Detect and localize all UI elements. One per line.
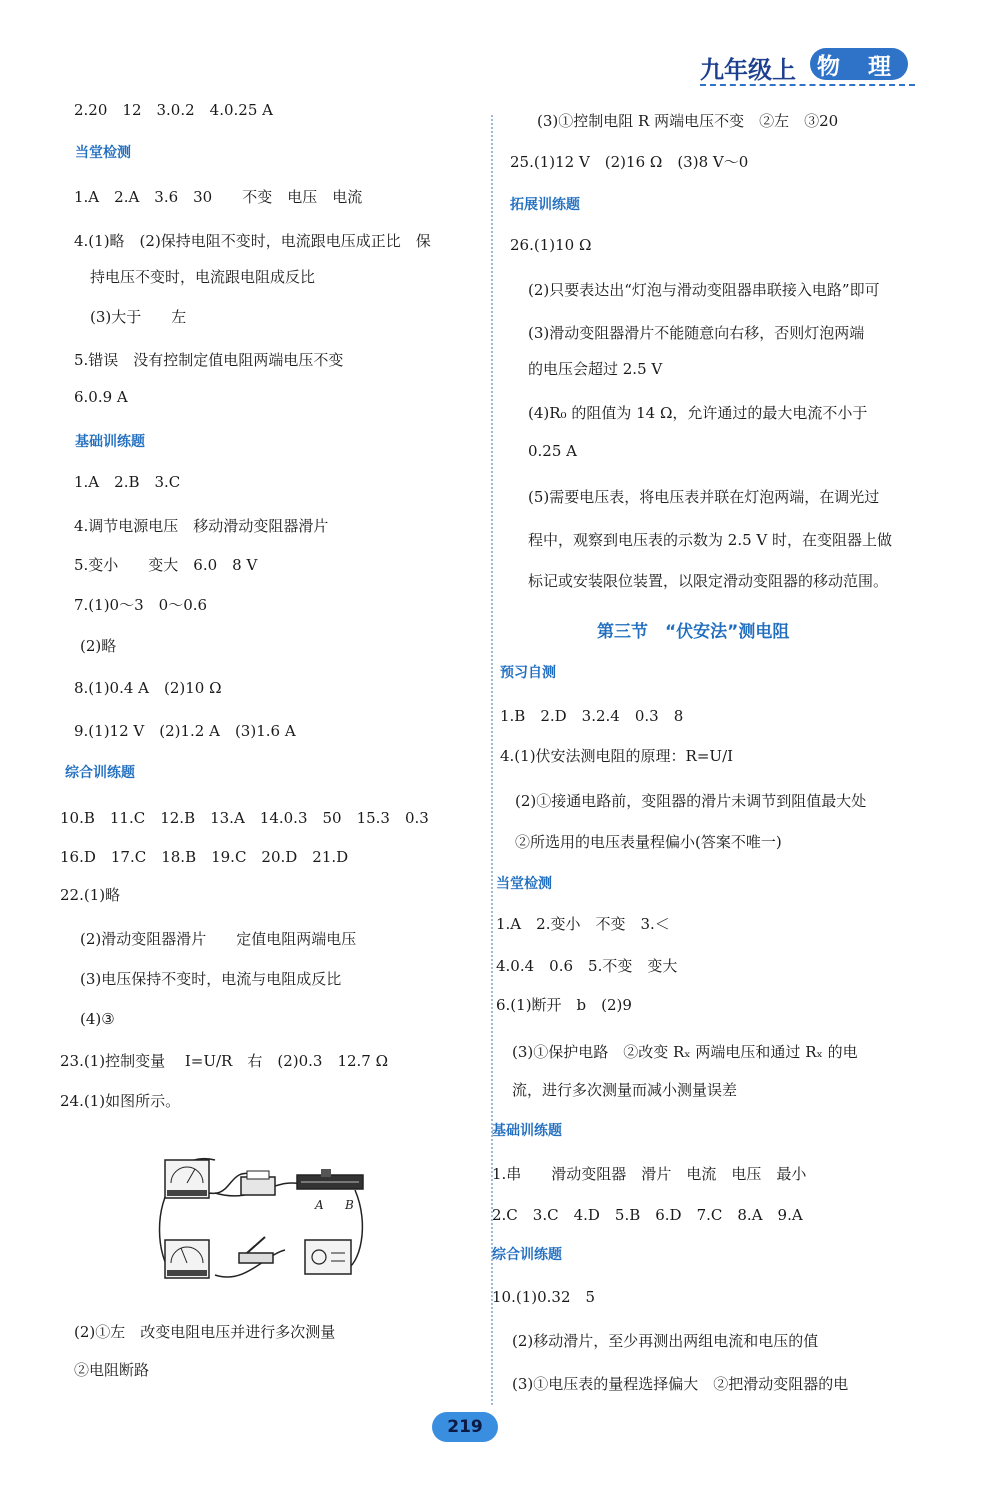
answer-line: (2)滑动变阻器滑片 定值电阻两端电压 [80,930,357,948]
answer-line: 持电压不变时，电流跟电阻成反比 [90,268,316,286]
answer-line: 1.A 2.A 3.6 30 不变 电压 电流 [74,188,363,206]
section-heading: 综合训练题 [65,765,135,781]
answer-line: 9.(1)12 V (2)1.2 A (3)1.6 A [74,722,296,740]
chapter-title: 第三节 “伏安法”测电阻 [597,622,790,642]
answer-line: (2)移动滑片，至少再测出两组电流和电压的值 [512,1332,819,1350]
rheostat-label-b: B [345,1198,354,1212]
answer-line: 4.调节电源电压 移动滑动变阻器滑片 [74,517,329,535]
section-heading: 当堂检测 [75,145,131,161]
answer-line: 25.(1)12 V (2)16 Ω (3)8 V～0 [510,153,749,171]
subject-badge: 物 理 [810,48,908,80]
header-rule [700,84,915,86]
resistor [241,1177,275,1195]
answer-line: 1.A 2.B 3.C [74,473,181,491]
section-heading: 综合训练题 [492,1247,562,1263]
answer-line: (3)大于 左 [90,308,187,326]
switch [239,1253,273,1263]
answer-line: 0.25 A [528,442,577,460]
section-heading: 预习自测 [500,665,556,681]
answer-line: 1.B 2.D 3.2.4 0.3 8 [500,707,684,725]
page-number: 219 [432,1412,498,1442]
answer-line: (4)③ [80,1010,115,1028]
answer-line: 6.(1)断开 b (2)9 [496,996,632,1014]
circuit-figure [155,1145,365,1295]
answer-line: 1.A 2.变小 不变 3.＜ [496,915,670,933]
answer-line: 1.串 滑动变阻器 滑片 电流 电压 最小 [492,1165,807,1183]
section-heading: 基础训练题 [75,434,145,450]
answer-line: 标记或安装限位装置，以限定滑动变阻器的移动范围。 [528,572,889,590]
answer-line: 8.(1)0.4 A (2)10 Ω [74,679,222,697]
answer-line: ②电阻断路 [74,1361,150,1379]
answer-line: 2.C 3.C 4.D 5.B 6.D 7.C 8.A 9.A [492,1206,803,1224]
answer-line: (2)①左 改变电阻电压并进行多次测量 [74,1323,336,1341]
answer-line: 4.(1)略 (2)保持电阻不变时，电流跟电压成正比 保 [74,232,431,250]
answer-line: (2)只要表达出“灯泡与滑动变阻器串联接入电路”即可 [528,281,880,299]
answer-line: (2)略 [80,637,117,655]
answer-line: (3)①电压表的量程选择偏大 ②把滑动变阻器的电 [512,1375,849,1393]
answer-line: 7.(1)0～3 0～0.6 [74,596,208,614]
answer-line: 2.20 12 3.0.2 4.0.25 A [74,101,273,119]
answer-line: (3)①控制电阻 R 两端电压不变 ②左 ③20 [537,112,839,130]
answer-line: ②所选用的电压表量程偏小(答案不唯一) [515,833,782,851]
answer-line: (5)需要电压表，将电压表并联在灯泡两端，在调光过 [528,488,880,506]
section-heading: 当堂检测 [496,876,552,892]
answer-line: 16.D 17.C 18.B 19.C 20.D 21.D [60,848,349,866]
answer-line: 22.(1)略 [60,886,121,904]
answer-line: 5.变小 变大 6.0 8 V [74,556,258,574]
answer-line: 流，进行多次测量而减小测量误差 [512,1081,738,1099]
answer-line: 10.(1)0.32 5 [492,1288,596,1306]
answer-line: (4)R₀ 的阻值为 14 Ω，允许通过的最大电流不小于 [528,404,868,422]
section-heading: 拓展训练题 [510,197,580,213]
section-heading: 基础训练题 [492,1123,562,1139]
answer-line: (2)①接通电路前，变阻器的滑片未调节到阻值最大处 [515,792,867,810]
answer-line: (3)①保护电路 ②改变 Rₓ 两端电压和通过 Rₓ 的电 [512,1043,858,1061]
answer-line: 23.(1)控制变量 I=U/R 右 (2)0.3 12.7 Ω [60,1052,389,1070]
grade-label: 九年级上 [700,55,796,84]
answer-line: 5.错误 没有控制定值电阻两端电压不变 [74,351,344,369]
rheostat-label-a: A [315,1198,324,1212]
answer-line: 24.(1)如图所示。 [60,1092,181,1110]
answer-line: (3)电压保持不变时，电流与电阻成反比 [80,970,342,988]
answer-line: 的电压会超过 2.5 V [528,360,663,378]
answer-line: (3)滑动变阻器滑片不能随意向右移，否则灯泡两端 [528,324,865,342]
answer-line: 4.(1)伏安法测电阻的原理：R=U/I [500,747,734,765]
answer-line: 10.B 11.C 12.B 13.A 14.0.3 50 15.3 0.3 [60,809,429,827]
answer-line: 程中，观察到电压表的示数为 2.5 V 时，在变阻器上做 [528,531,892,549]
answer-line: 26.(1)10 Ω [510,236,592,254]
answer-line: 4.0.4 0.6 5.不变 变大 [496,957,678,975]
page-header [700,48,915,84]
answer-line: 6.0.9 A [74,388,128,406]
